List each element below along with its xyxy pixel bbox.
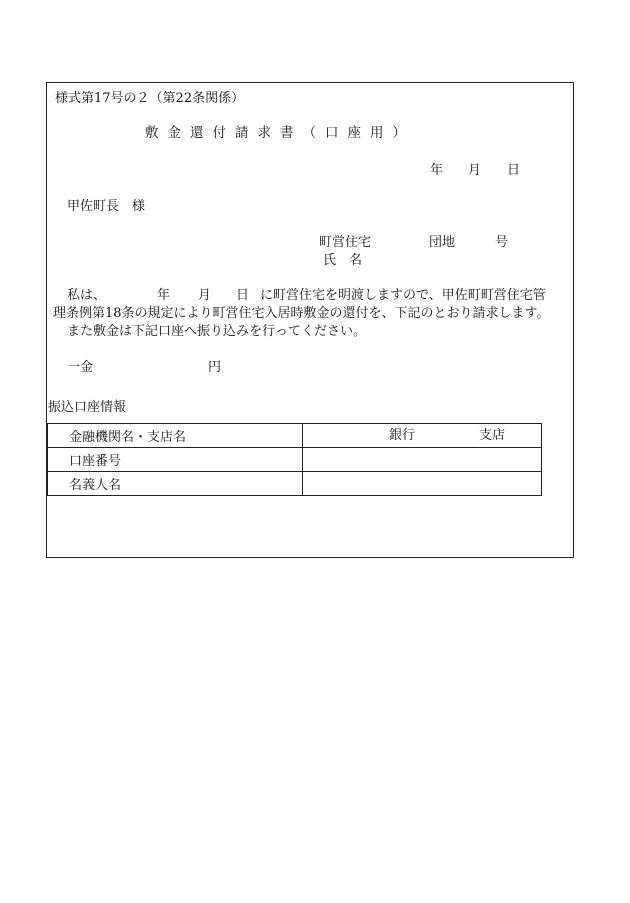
housing-label: 町営住宅 [319, 235, 372, 250]
body-line1-prefix: 私は、 [67, 288, 107, 303]
account-holder-field[interactable] [303, 472, 542, 496]
body-line1-year: 年 [157, 288, 171, 303]
bank-name-field[interactable] [303, 424, 542, 448]
body-line1-rest: に町営住宅を明渡しますので、甲佐町町営住宅管 [260, 288, 546, 303]
table-row [48, 472, 542, 496]
number-label: 号 [495, 235, 509, 250]
amount-unit: 円 [208, 360, 222, 375]
addressee: 甲佐町長 様 [67, 199, 146, 214]
form-number: 様式第17号の２（第22条関係） [55, 91, 245, 106]
table-row [48, 448, 542, 472]
account-holder-label: 名義人名 [48, 472, 303, 496]
branch-suffix: 支店 [479, 428, 506, 443]
form-frame [46, 82, 574, 558]
applicant-name-label: 氏 名 [323, 253, 363, 268]
account-number-label: 口座番号 [48, 448, 303, 472]
bank-info-table [47, 423, 542, 496]
bank-name-label: 金融機関名・支店名 [48, 424, 303, 448]
form-title: 敷金還付請求書（口座用） [145, 125, 415, 141]
body-line3: また敷金は下記口座へ振り込みを行ってください。 [67, 324, 367, 339]
date-year-label: 年 [430, 163, 444, 178]
amount-prefix: 一金 [67, 360, 94, 375]
date-day-label: 日 [507, 163, 521, 178]
danchi-label: 団地 [429, 235, 456, 250]
account-number-field[interactable] [303, 448, 542, 472]
body-line1-day: 日 [236, 288, 250, 303]
bank-section-heading: 振込口座情報 [48, 400, 127, 415]
bank-suffix: 銀行 [389, 428, 416, 443]
body-line1-month: 月 [198, 288, 212, 303]
table-row [48, 424, 542, 448]
date-month-label: 月 [468, 163, 482, 178]
body-line2: 理条例第18条の規定により町営住宅入居時敷金の還付を、下記のとおり請求します。 [53, 306, 550, 321]
